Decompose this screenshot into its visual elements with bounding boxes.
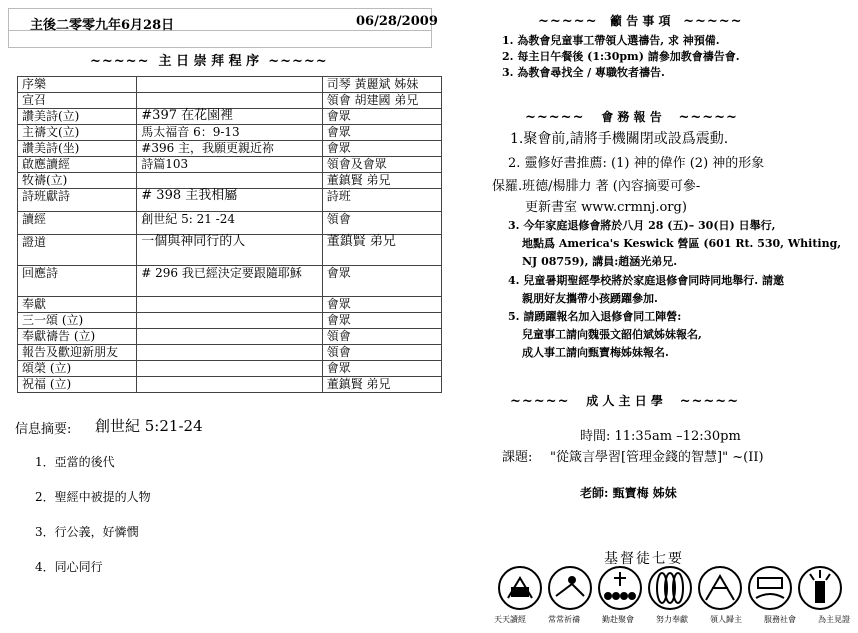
table-row	[18, 361, 442, 377]
adult-school-topic: "從箴言學習[管理金錢的智慧]" ~(II)	[550, 450, 764, 465]
deco-right: ~~~~~	[679, 394, 740, 409]
row-item: 三一頌 (立)	[18, 313, 137, 329]
seven-label: 天天讀經	[494, 615, 526, 624]
seven-label: 服務社會	[764, 615, 796, 624]
deco-right: ~~~~~	[683, 14, 743, 29]
row-content: 一個與神同行的人	[137, 235, 322, 266]
report-1: 1.聚會前,請將手機關閉或設爲震動.	[510, 131, 729, 147]
row-leader: 會眾	[322, 109, 441, 125]
report-4-line-2: 親朋好友攜帶小孩踴躍參加.	[522, 292, 658, 305]
offering-icon	[649, 567, 691, 609]
row-content: # 296 我已經決定要跟隨耶穌	[137, 266, 322, 297]
row-leader: 會眾	[322, 297, 441, 313]
table-row	[18, 313, 442, 329]
row-content	[137, 377, 322, 393]
deco-right: ~~~~~	[678, 110, 738, 125]
row-leader: 領會	[322, 345, 441, 361]
announcement-item: 3. 為教會尋找全 / 專職牧者禱告.	[502, 66, 665, 79]
seven-essentials-labels	[494, 614, 850, 625]
report-4-line-1: 4. 兒童暑期聖經學校將於家庭退修會同時同地舉行. 請邀	[508, 274, 784, 287]
announcement-item: 1. 為教會兒童事工帶領人選禱告, 求 神預備.	[502, 34, 720, 47]
seven-label: 領人歸主	[710, 615, 742, 624]
row-item: 奉獻	[18, 297, 137, 313]
sermon-point: 1．亞當的後代	[35, 455, 115, 469]
header-date-numeric: 06/28/2009	[356, 14, 438, 29]
table-row	[18, 93, 442, 109]
report-2-line-2: 保羅.班德/楊腓力 著 (內容摘要可參-	[492, 179, 701, 194]
row-content	[137, 329, 322, 345]
order-title: 主 日 崇 拜 程 序	[158, 54, 260, 69]
row-content	[137, 361, 322, 377]
report-5-line-2: 兒童事工請向魏張文韶伯斌姊妹報名,	[522, 328, 702, 341]
adult-school-title-line	[510, 392, 739, 409]
sermon-point: 2．聖經中被提的人物	[35, 490, 151, 504]
table-row	[18, 235, 442, 266]
row-content	[137, 345, 322, 361]
order-title-deco-left: ~~~~~	[90, 54, 150, 69]
row-leader: 詩班	[322, 189, 441, 212]
table-row	[18, 297, 442, 313]
announcements-title: 籲 告 事 項	[610, 14, 671, 28]
row-leader: 領會及會眾	[322, 157, 441, 173]
deco-left: ~~~~~	[510, 394, 570, 409]
report-3-line-1: 3. 今年家庭退修會將於八月 28 (五)– 30(日) 日舉行,	[508, 219, 776, 232]
row-leader: 會眾	[322, 361, 441, 377]
seven-label: 常常祈禱	[548, 615, 580, 624]
sermon-point: 3．行公義，好憐憫	[35, 525, 139, 539]
row-content	[137, 313, 322, 329]
header-date-chinese: 主後二零零九年6月28日	[30, 18, 175, 33]
row-item: 讀經	[18, 212, 137, 235]
seven-label: 勤赴聚會	[602, 615, 634, 624]
table-row	[18, 125, 442, 141]
table-row	[18, 189, 442, 212]
row-content: 馬太福音 6：9-13	[137, 125, 322, 141]
reports-title-line	[525, 108, 738, 125]
row-leader: 會眾	[322, 125, 441, 141]
row-item: 證道	[18, 235, 137, 266]
table-row	[18, 329, 442, 345]
reports-title: 會 務 報 告	[601, 110, 662, 124]
table-row	[18, 266, 442, 297]
row-item: 主禱文(立)	[18, 125, 137, 141]
adult-school-title: 成 人 主 日 學	[586, 394, 663, 408]
deco-left: ~~~~~	[525, 110, 585, 125]
adult-school-time: 時間: 11:35am –12:30pm	[580, 429, 741, 444]
row-leader: 司琴 黃麗斌 姊妹	[322, 77, 441, 93]
deco-left: ~~~~~	[538, 14, 598, 29]
row-leader: 會眾	[322, 141, 441, 157]
order-title-line	[90, 50, 328, 69]
report-5-line-1: 5. 請踴躍報名加入退修會同工陣營:	[508, 310, 682, 323]
row-item: 奉獻禱告 (立)	[18, 329, 137, 345]
row-leader: 董鎮賢 弟兄	[322, 235, 441, 266]
report-3-line-2: 地點爲 America's Keswick 營區 (601 Rt. 530, Whiting,	[522, 237, 842, 250]
row-item: 啟應讀經	[18, 157, 137, 173]
prayer-icon	[549, 567, 591, 609]
seven-essentials-title: 基督徒七要	[604, 551, 684, 567]
adult-school-teacher: 老師: 甄寶梅 姊妹	[580, 486, 677, 500]
row-leader: 董鎮賢 弟兄	[322, 173, 441, 189]
row-content: 創世紀 5: 21 -24	[137, 212, 322, 235]
table-row	[18, 345, 442, 361]
evangelism-icon	[699, 567, 741, 609]
order-title-deco-right: ~~~~~	[268, 54, 328, 69]
table-row	[18, 377, 442, 393]
row-leader: 董鎮賢 弟兄	[322, 377, 441, 393]
report-2-line-3: 更新書室 www.crmnj.org)	[525, 200, 687, 215]
table-row	[18, 109, 442, 125]
announcement-item: 2. 每主日午餐後 (1:30pm) 請參加教會禱告會.	[502, 50, 740, 63]
row-leader: 會眾	[322, 313, 441, 329]
row-item: 讚美詩(坐)	[18, 141, 137, 157]
row-content: 詩篇103	[137, 157, 322, 173]
sermon-label: 信息摘要:	[15, 422, 72, 437]
fellowship-icon	[599, 567, 641, 609]
row-item: 回應詩	[18, 266, 137, 297]
row-item: 詩班獻詩	[18, 189, 137, 212]
row-leader: 領會 胡建國 弟兄	[322, 93, 441, 109]
announcements-title-line	[538, 12, 743, 29]
table-row	[18, 141, 442, 157]
row-content	[137, 77, 322, 93]
social-service-icon	[749, 567, 791, 609]
row-item: 讚美詩(立)	[18, 109, 137, 125]
witness-icon	[799, 567, 841, 609]
table-row	[18, 77, 442, 93]
worship-order-table	[17, 76, 442, 393]
row-item: 報告及歡迎新朋友	[18, 345, 137, 361]
report-2-line-1: 2. 靈修好書推薦: (1) 神的偉作 (2) 神的形象	[508, 156, 765, 171]
seven-label: 為主見證	[818, 615, 850, 624]
row-item: 牧禱(立)	[18, 173, 137, 189]
row-item: 宣召	[18, 93, 137, 109]
row-item: 祝福 (立)	[18, 377, 137, 393]
row-item: 序樂	[18, 77, 137, 93]
adult-school-topic-label: 課題:	[502, 450, 533, 465]
report-5-line-3: 成人事工請向甄寶梅姊妹報名.	[522, 346, 669, 359]
sermon-point: 4．同心同行	[35, 560, 103, 574]
row-content	[137, 93, 322, 109]
row-content	[137, 297, 322, 313]
table-row	[18, 212, 442, 235]
table-row	[18, 173, 442, 189]
row-content: #396 主，我願更親近祢	[137, 141, 322, 157]
row-leader: 領會	[322, 329, 441, 345]
seven-essentials-icons	[494, 566, 850, 614]
row-content: #397 在花園裡	[137, 109, 322, 125]
report-3-line-3: NJ 08759), 講員:趙涵光弟兄.	[522, 255, 678, 268]
bible-reading-icon	[499, 567, 541, 609]
sermon-reference: 創世紀 5:21-24	[95, 417, 203, 435]
row-leader: 領會	[322, 212, 441, 235]
row-content	[137, 173, 322, 189]
seven-label: 努力奉獻	[656, 615, 688, 624]
row-leader: 會眾	[322, 266, 441, 297]
row-item: 頌榮 (立)	[18, 361, 137, 377]
row-content: # 398 主我相屬	[137, 189, 322, 212]
table-row	[18, 157, 442, 173]
